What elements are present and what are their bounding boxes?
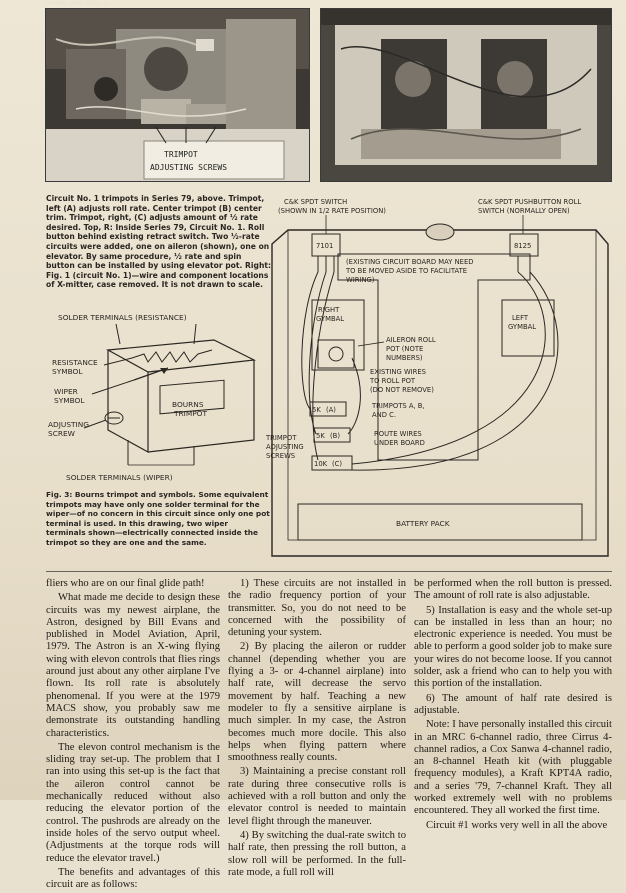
fig1-trimpots-and-c: AND C. <box>372 411 397 419</box>
fig1-battery-pack: BATTERY PACK <box>396 519 450 528</box>
fig1-ck-spdt-position: (SHOWN IN 1/2 RATE POSITION) <box>278 207 386 215</box>
fig1-trimpots-abc: TRIMPOTS A, B, <box>372 402 425 410</box>
col3-para-1: be performed when the roll button is pressed. The amount of roll rate is also adjustable. <box>414 578 612 602</box>
fig1-rc: (C) <box>332 460 343 468</box>
fig1-ck-pushbutton-normally-open: SWITCH (NORMALLY OPEN) <box>478 207 570 215</box>
col1-para-1: fliers who are on our final glide path! <box>46 578 205 589</box>
col3-para-3: 6) The amount of half rate desired is adjustable. <box>414 692 612 716</box>
text-column-1 <box>46 578 220 893</box>
fig1-r5k-a: 5K <box>312 406 321 414</box>
fig1-left-gymbal-2: GYMBAL <box>508 323 537 331</box>
fig1-aileron-numbers: NUMBERS) <box>386 354 423 362</box>
col2-para-3: 3) Maintaining a precise constant roll rate during three consecutive rolls is achieved with a roll button and only the elevator control is needed to maintain level flight through the maneuver. <box>228 766 406 827</box>
col3-para-4: Note: I have personally installed this circuit in an MRC 6-channel radio, three Cirrus 4-channel radios, a Cox Sanwa 4-channel radio, an 8-channel Heath kit (with pluggable frequency modules), a Kraft KPT4A radio, and a series '79, 7-channel Kraft. They all worked extremely well with no problems encountered. They all worked the first time. <box>414 719 612 817</box>
figure-3-bourns-trimpot <box>44 310 274 488</box>
fig1-existing-board-2: TO BE MOVED ASIDE TO FACILITATE <box>346 267 468 275</box>
fig3-solder-terminals-wiper: SOLDER TERMINALS (WIPER) <box>66 473 173 482</box>
fig1-right-gymbal-2: GYMBAL <box>316 315 345 323</box>
photo-label-adjusting-screws: ADJUSTING SCREWS <box>150 163 228 172</box>
text-column-2 <box>228 578 406 881</box>
fig1-trimpot-adj-2: ADJUSTING <box>266 443 304 451</box>
fig1-trimpot-adj-3: SCREWS <box>266 452 296 460</box>
col1-para-2: What made me decide to design these circuits was my newest airplane, the Astron, designed by Bill Evans and published in Model Aviation, April, 1979. The Astron is an X-wing flying wing with elevon controls that flies rings around just about any other airplane I've flown. Its roll rate is absolutely phenomenal. If you were at the 1979 MACS show, you probably saw me demonstrate its outstanding handling characteristics. <box>46 592 220 739</box>
fig3-resistance-label: RESISTANCE <box>52 358 98 367</box>
photo-label-trimpot: TRIMPOT <box>164 150 198 159</box>
fig3-screw-label: SCREW <box>48 429 75 438</box>
col1-para-4: The benefits and advantages of this circuit are as follows: <box>46 866 220 891</box>
fig1-existing-board-3: WIRING) <box>346 276 375 284</box>
fig3-solder-terminals-resistance: SOLDER TERMINALS (RESISTANCE) <box>58 313 187 322</box>
fig1-switch-8125: 8125 <box>514 242 532 250</box>
section-divider <box>46 571 612 572</box>
photo-caption: Circuit No. 1 trimpots in Series 79, above. Trimpot, left (A) adjusts roll rate. Center trimpot (B) center trim. Trimpot, right, (C) adjusts amount of ½ rate desired. Top, R: Inside Series 79, Circuit No. 1. Roll button behind existing retract switch. Two ½-rate circuits were added, one on aileron (shown), one on elevator. By same procedure, ½ rate and spin button can be installed by using elevator pot. Right: Fig. 1 (circuit No. 1)—wire and component locations of X-mitter, case removed. It is not drawn to scale. <box>46 194 272 290</box>
fig3-adjusting-label: ADJUSTING <box>48 420 89 429</box>
fig3-wiper-label: WIPER <box>54 387 78 396</box>
fig1-under-board: UNDER BOARD <box>374 439 425 447</box>
fig1-trimpot-adj-1: TRIMPOT <box>266 434 297 442</box>
col2-para-1: 1) These circuits are not installed in the radio frequency portion of your transmitter. So, you do not need to be concerned with the possibility of detuning your system. <box>228 578 406 639</box>
fig1-route-wires: ROUTE WIRES <box>374 430 422 438</box>
fig3-symbol-label: SYMBOL <box>52 367 83 376</box>
fig1-do-not-remove: (DO NOT REMOVE) <box>370 386 434 394</box>
col3-para-5: Circuit #1 works very well in all the above <box>426 819 608 831</box>
fig1-rb: (B) <box>330 432 340 440</box>
fig1-r5k-b: 5K <box>316 432 325 440</box>
fig3-wiper-symbol-label: SYMBOL <box>54 396 85 405</box>
fig1-right-gymbal: RIGHT <box>318 306 340 314</box>
col2-para-2: 2) By placing the aileron or rudder channel (depending whether you are flying a 3- or 4-channel airplane) into half rate, will decrease the servo movement by half. Teaching a new modeler to fly a sensitive airplane is much simpler. In my case, the Astron becomes much more docile. This also helps when flying pattern where smoothness really counts. <box>228 641 406 764</box>
col3-para-2: 5) Installation is easy and the whole set-up can be installed in less than an hour; no electronic experience is needed. You must be able to perform a good solder job to make sure your wires do not become loose. If you cannot solder, ask a friend who can to help you with this portion of the installation. <box>414 604 612 690</box>
fig1-existing-wires: EXISTING WIRES <box>370 368 426 376</box>
fig1-aileron-roll: AILERON ROLL <box>386 336 436 344</box>
col1-para-3: The elevon control mechanism is the sliding tray set-up. The problem that I ran into using this set-up is the fact that the aileron control cannot be mechanically reduced without also reducing the elevator portion of the control. The pushrods are already on the inside holes of the servo output wheel. (Adjustments at the torque rods will reduce the elevator travel.) <box>46 741 220 864</box>
fig1-switch-7101: 7101 <box>316 242 334 250</box>
fig1-ck-spdt-switch: C&K SPDT SWITCH <box>284 198 348 206</box>
col2-para-4: 4) By switching the dual-rate switch to half rate, then pressing the roll button, a slow roll will be performed. In the full-rate mode, a full roll will <box>228 829 406 878</box>
fig1-r10k: 10K <box>314 460 328 468</box>
fig1-left-gymbal: LEFT <box>512 314 529 322</box>
photo-transmitter-inside <box>320 8 612 182</box>
text-column-3 <box>414 578 612 834</box>
fig1-ck-pushbutton: C&K SPDT PUSHBUTTON ROLL <box>478 198 582 206</box>
fig1-existing-board-1: (EXISTING CIRCUIT BOARD MAY NEED <box>346 258 474 266</box>
fig3-bourns-label: BOURNS <box>172 400 204 409</box>
fig3-caption: Fig. 3: Bourns trimpot and symbols. Some equivalent trimpots may have only one solder terminal for the wiper—of no concern in this circuit since only one pot terminal is used. In this drawing, two wiper terminals shown—electrically connected inside the trimpot so they are one and the same. <box>46 490 270 547</box>
fig3-trimpot-label: TRIMPOT <box>174 409 207 418</box>
fig1-ra: (A) <box>326 406 336 414</box>
photo-credit: Photos: Pete Reilly, Jr. <box>46 1 111 7</box>
figure-1-transmitter-wiring <box>268 194 612 562</box>
fig1-aileron-pot-note: POT (NOTE <box>386 345 424 353</box>
fig1-to-roll-pot: TO ROLL POT <box>370 377 416 385</box>
